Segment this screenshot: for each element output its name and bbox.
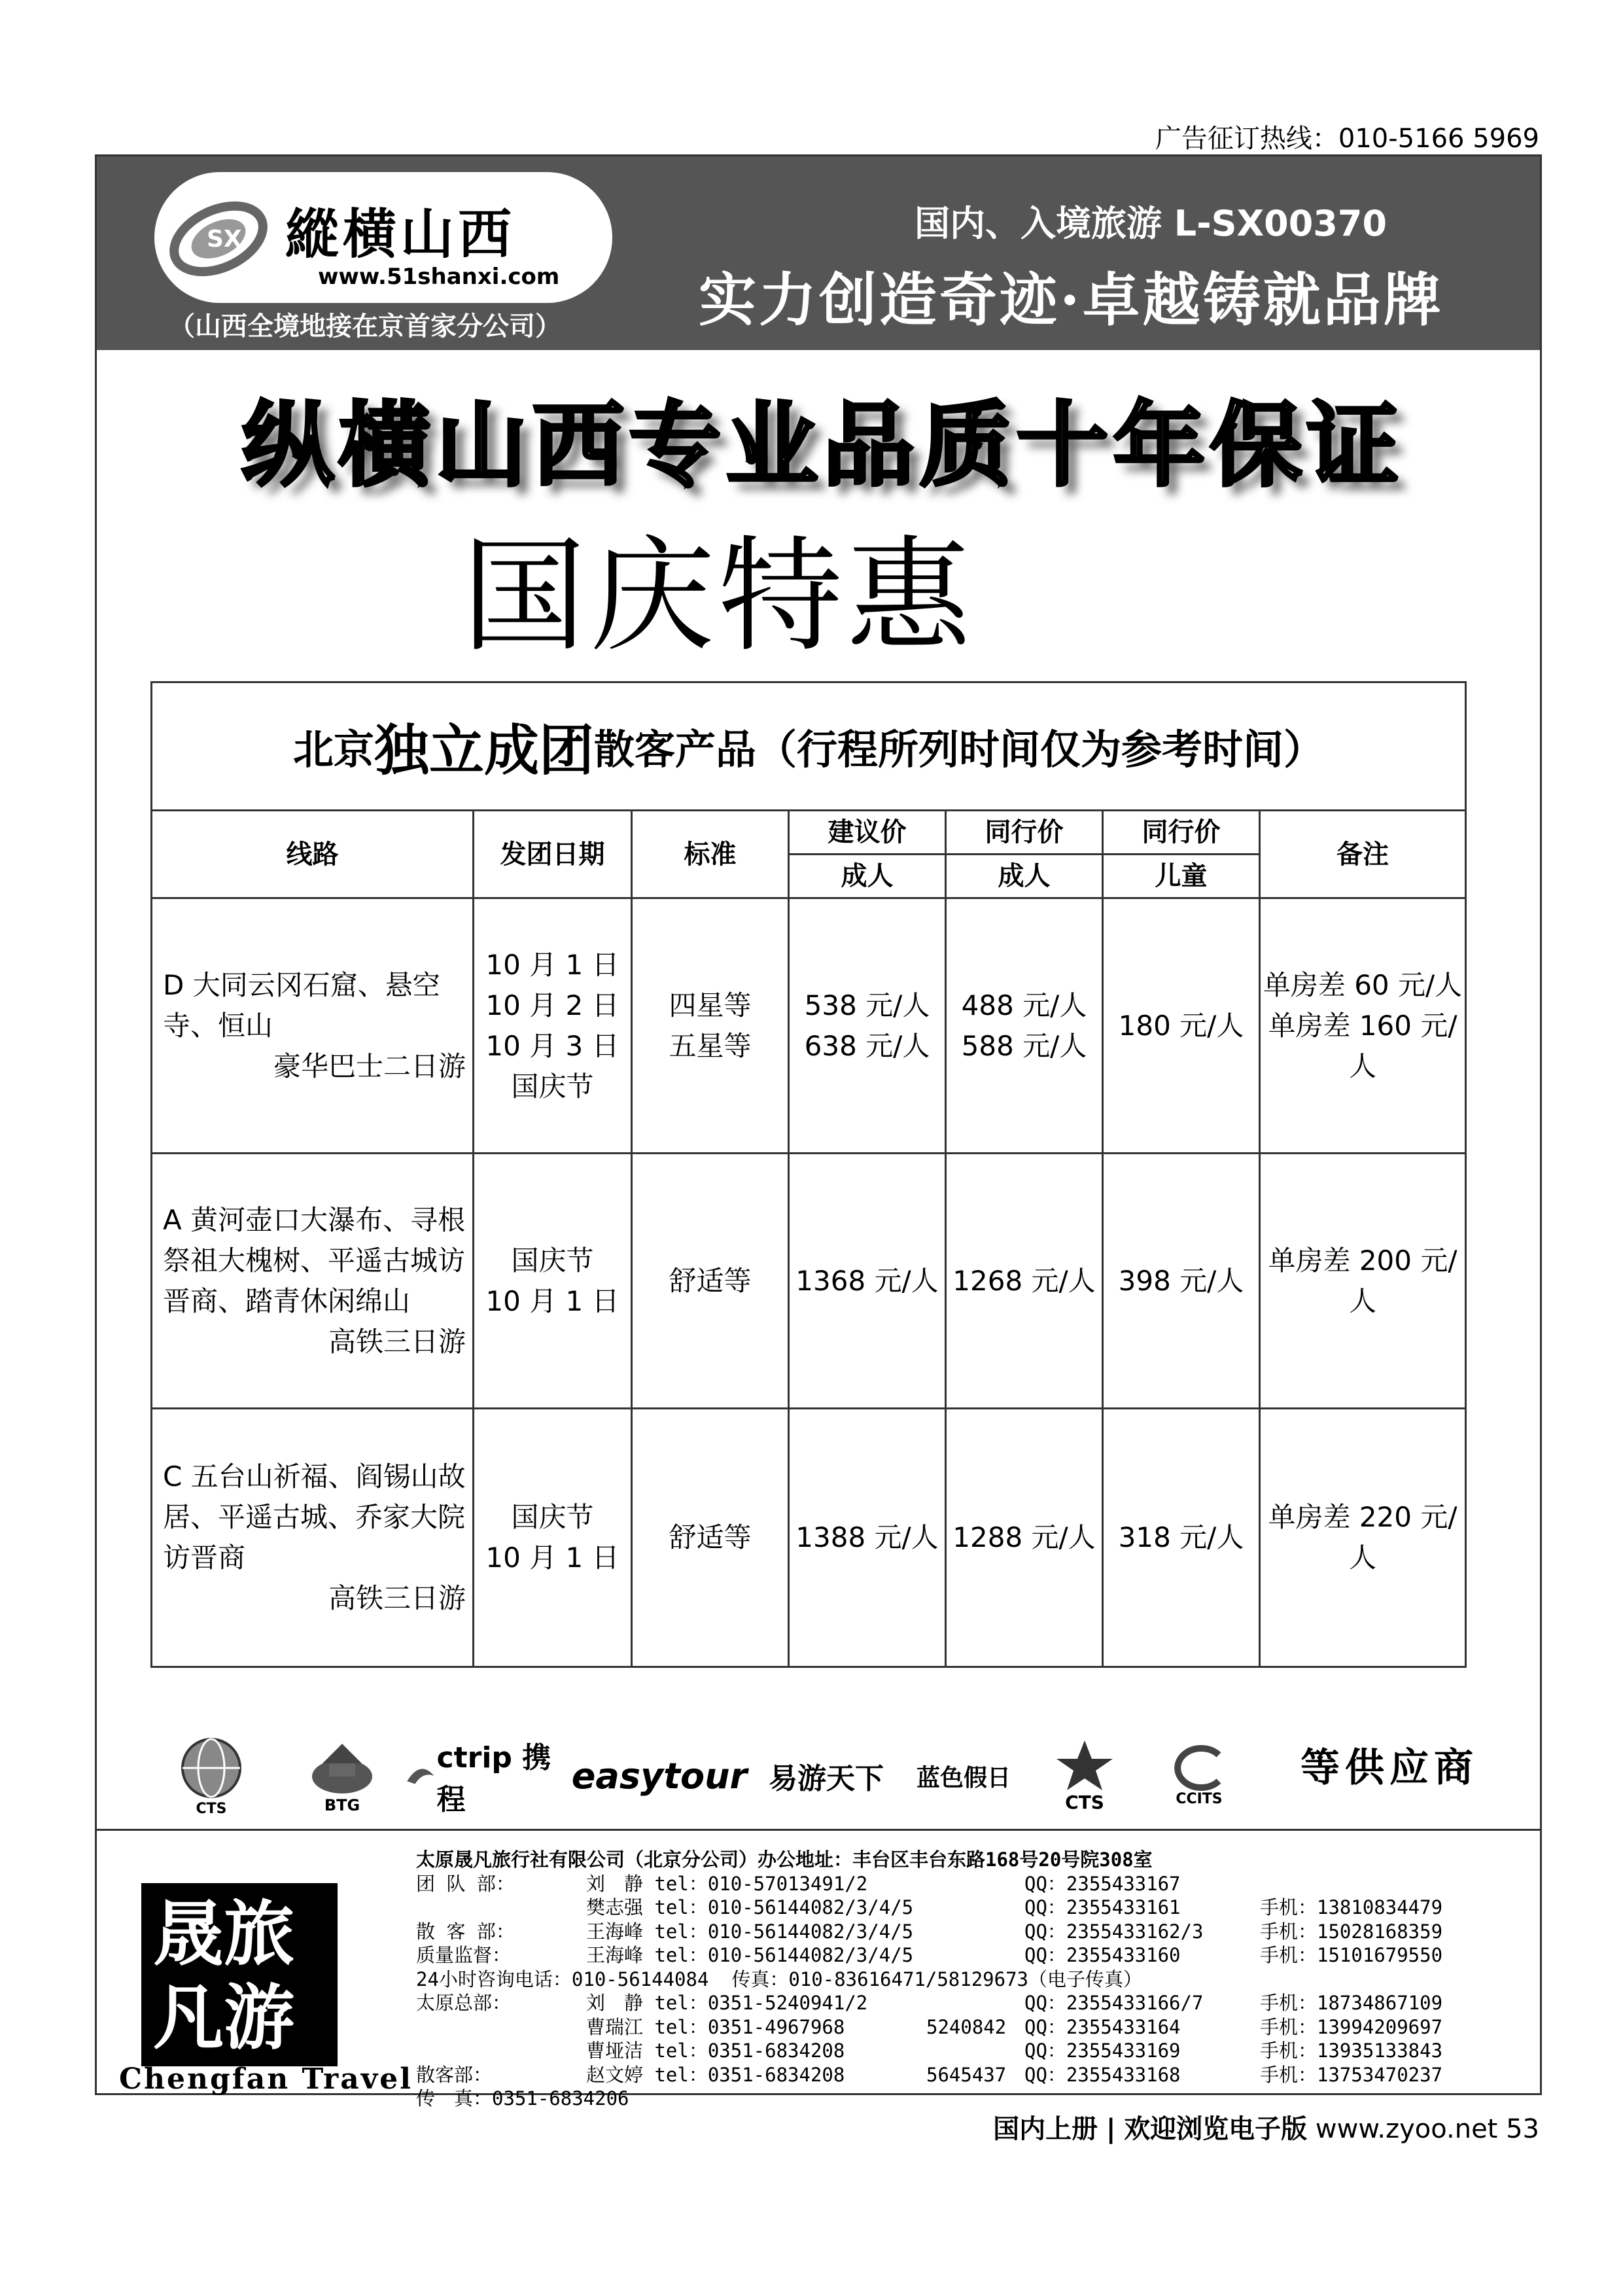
header-band: [97, 156, 1540, 350]
supplier-logo-ctrip: [404, 1727, 555, 1825]
dolphin-icon: [404, 1756, 437, 1795]
table-title-pre: 北京: [292, 726, 374, 773]
supplier-name: 易游天下: [769, 1762, 884, 1795]
header-standard: 标准: [633, 811, 790, 899]
license-number: 国内、入境旅游 L-SX00370: [915, 203, 1387, 244]
product-table: [150, 681, 1467, 1668]
logo-url[interactable]: www.51shanxi.com: [318, 264, 560, 290]
ad-hotline: 广告征订热线：010-5166 5969: [1155, 124, 1539, 154]
route-type: 高铁三日游: [328, 1325, 466, 1358]
chengfan-english-name: Chengfan Travel: [119, 2062, 413, 2096]
header-trade-child: 儿童: [1104, 855, 1261, 899]
table-row-trade-child: 398 元/人: [1104, 1154, 1261, 1409]
page-title: 国庆特惠: [461, 524, 975, 669]
hotline-row: 24小时咨询电话：010-56144084 传真：010-83616471/58129673（电子传真）: [416, 1968, 1143, 1990]
logo-subtitle: （山西全境地接在京首家分公司）: [169, 311, 561, 342]
chengfan-logo-text: 晟旅 凡游: [153, 1893, 295, 2059]
header-date: 发团日期: [474, 811, 633, 899]
star-icon: [1055, 1739, 1114, 1792]
page-frame: [95, 154, 1542, 2110]
header-note: 备注: [1261, 811, 1465, 899]
site-url[interactable]: www.zyoo.net: [1315, 2114, 1498, 2144]
logo-chinese-name: 縱横山西: [285, 203, 516, 266]
separator: |: [1106, 2114, 1116, 2144]
banner-headline: 纵横山西专业品质十年保证: [241, 393, 1404, 499]
header-trade-adult: 成人: [947, 855, 1104, 899]
contact-list: [416, 1848, 1541, 2111]
table-row-suggested-price: 1368 元/人: [790, 1154, 947, 1409]
contact-row: 散客部： 赵文婷 tel：0351-6834208 5645437 QQ：2355433168 手机：13753470237: [416, 2063, 1443, 2086]
contact-row: 太原总部： 刘 静 tel：0351-5240941/2 QQ：2355433166/7 手机：18734867109: [416, 1992, 1443, 2014]
table-row-dates: 国庆节 10 月 1 日: [474, 1154, 633, 1409]
table-title-post: 散客产品（行程所列时间仅为参考时间）: [594, 726, 1325, 773]
page-footer: [993, 2108, 1539, 2146]
ccits-c-icon: [1166, 1745, 1232, 1791]
supplier-name: CTS: [1065, 1791, 1104, 1813]
table-row-suggested-price: 1388 元/人: [790, 1409, 947, 1666]
table-title-highlight: 独立成团: [374, 718, 594, 783]
supplier-logo-yiyou: [751, 1727, 901, 1825]
company-logo: [154, 172, 612, 303]
supplier-logo-cts-globe: [162, 1727, 260, 1825]
table-row-trade-adult: 1268 元/人: [947, 1154, 1104, 1409]
table-row-standard: 舒适等: [633, 1154, 790, 1409]
supplier-name: CTS: [196, 1800, 227, 1817]
contact-row: 散 客 部： 王海峰 tel：010-56144082/3/4/5 QQ：2355433162/3 手机：15028168359: [416, 1920, 1443, 1943]
header-suggested-adult: 成人: [790, 855, 947, 899]
route-type: 高铁三日游: [328, 1582, 466, 1614]
welcome-text: 欢迎浏览电子版: [1124, 2114, 1308, 2144]
section-name: 国内上册: [993, 2114, 1098, 2144]
table-row-standard: 舒适等: [633, 1409, 790, 1666]
route-type: 豪华巴士二日游: [273, 1050, 466, 1082]
supplier-logo-easytour: [568, 1727, 751, 1825]
globe-icon: [179, 1735, 244, 1801]
route-name: C 五台山祈福、阎锡山故居、平遥古城、乔家大院访晋商: [163, 1460, 466, 1574]
fax-row: 传 真：0351-6834206: [416, 2087, 629, 2110]
contact-row: 曹瑞江 tel：0351-4967968 5240842 QQ：2355433164 手机：13994209697: [586, 2015, 1443, 2038]
table-row-standard: 四星等 五星等: [633, 899, 790, 1154]
supplier-logo-blue-holiday: [888, 1727, 1039, 1825]
header-route: 线路: [152, 811, 474, 899]
logo-swirl-icon: [166, 186, 277, 291]
header-trade-price: 同行价: [947, 811, 1104, 855]
contact-row: 质量监督： 王海峰 tel：010-56144082/3/4/5 QQ：2355433160 手机：15101679550: [416, 1944, 1443, 1966]
supplier-name: easytour: [571, 1755, 748, 1797]
table-row-route: [152, 1154, 474, 1409]
slogan: 实力创造奇迹·卓越铸就品牌: [699, 266, 1444, 334]
table-row-note: 单房差 220 元/人: [1268, 1501, 1457, 1574]
chengfan-logo: [141, 1883, 338, 2066]
temple-icon: [309, 1737, 375, 1796]
suppliers-label: 等供应商: [1300, 1745, 1478, 1791]
table-row-route: [152, 1409, 474, 1666]
table-row-trade-adult: 488 元/人 588 元/人: [947, 899, 1104, 1154]
table-row-note: 单房差 60 元/人 单房差 160 元/人: [1261, 899, 1465, 1154]
table-row-note: 单房差 200 元/人: [1261, 1154, 1465, 1409]
supplier-logo-cts-star: [1039, 1727, 1130, 1825]
contact-row: 团 队 部： 刘 静 tel：010-57013491/2 QQ：2355433167: [416, 1872, 1181, 1895]
supplier-name: 蓝色假日: [916, 1764, 1011, 1792]
route-name: D 大同云冈石窟、悬空寺、恒山: [163, 968, 440, 1042]
header-suggested-price: 建议价: [790, 811, 947, 855]
table-title: [152, 683, 1465, 811]
page-number: 53: [1506, 2114, 1539, 2144]
table-row-suggested-price: 538 元/人 638 元/人: [790, 899, 947, 1154]
table-row-dates: 10 月 1 日 10 月 2 日 10 月 3 日 国庆节: [474, 899, 633, 1154]
route-name: A 黄河壶口大瀑布、寻根祭祖大槐树、平遥古城访晋商、踏青休闲绵山: [163, 1203, 466, 1317]
contact-row: 曹垭洁 tel：0351-6834208 QQ：2355433169 手机：13935133843: [586, 2040, 1443, 2062]
table-row-route: [152, 899, 474, 1154]
supplier-name: CCITS: [1176, 1790, 1223, 1807]
supplier-name: BTG: [324, 1796, 360, 1814]
table-row-trade-child: 318 元/人: [1104, 1409, 1261, 1666]
footer: [97, 1829, 1540, 2110]
contact-row: 樊志强 tel：010-56144082/3/4/5 QQ：2355433161 手机：13810834479: [586, 1896, 1443, 1918]
table-row-trade-child: 180 元/人: [1104, 899, 1261, 1154]
supplier-logo-btg: [293, 1727, 391, 1825]
company-address: 太原晟凡旅行社有限公司（北京分公司）办公地址：丰台区丰台东路168号20号院308室: [416, 1848, 1153, 1871]
svg-text:SX: SX: [207, 226, 242, 253]
header-trade-price-child: 同行价: [1104, 811, 1261, 855]
supplier-logo-ccits: [1150, 1727, 1248, 1825]
supplier-name: ctrip 携程: [436, 1741, 551, 1816]
table-row-dates: 国庆节 10 月 1 日: [474, 1409, 633, 1666]
table-row-trade-adult: 1288 元/人: [947, 1409, 1104, 1666]
